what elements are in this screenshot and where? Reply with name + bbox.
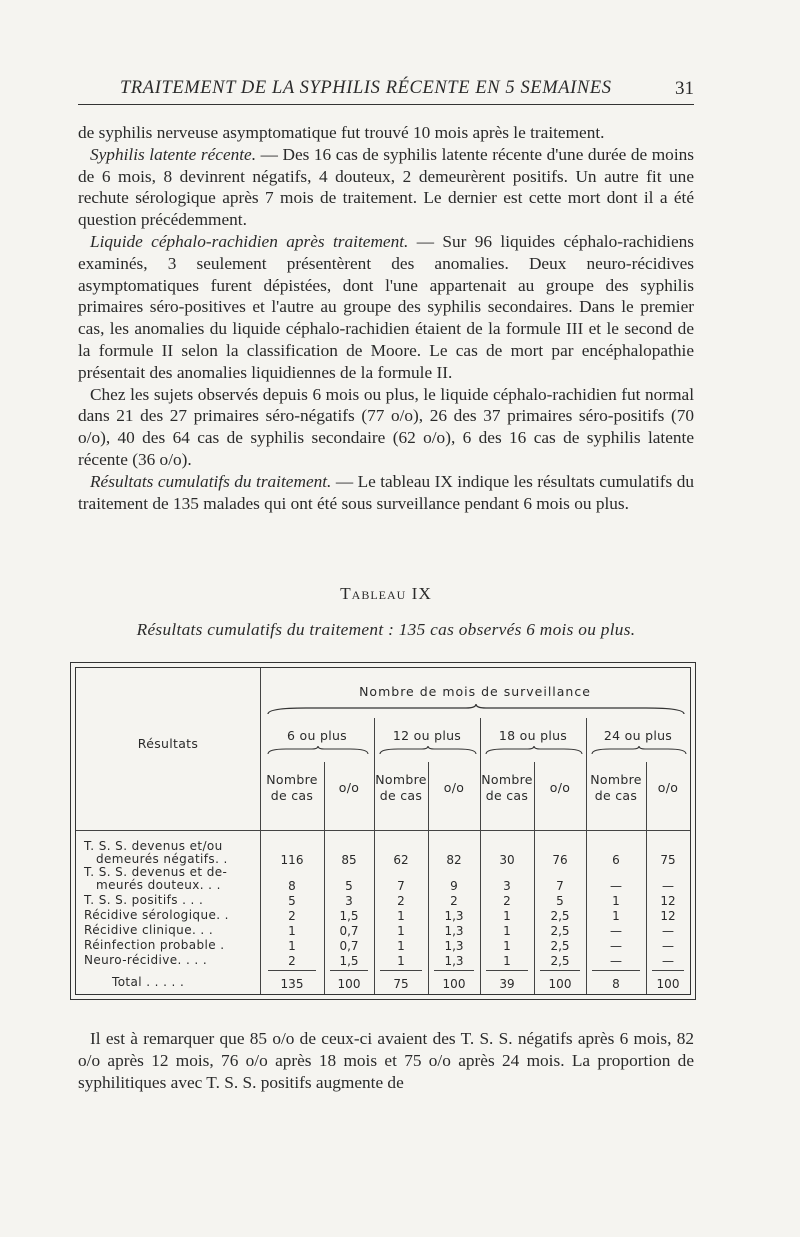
table-subcaption: Résultats cumulatifs du traitement : 135 cas observés 6 mois ou plus. — [136, 620, 636, 639]
total-label: Total . . . . . — [112, 975, 185, 989]
cell: — — [662, 939, 674, 953]
cell: 2,5 — [550, 909, 570, 923]
cell: 5 — [345, 879, 353, 893]
cell: 1 — [503, 909, 511, 923]
cell: 2 — [288, 909, 296, 923]
cell: 6 — [612, 853, 620, 867]
cell: 62 — [393, 853, 409, 867]
cell: 1 — [397, 909, 405, 923]
cell: 5 — [288, 894, 296, 908]
sub-header-nombre: Nombre de cas — [590, 772, 642, 803]
cell: 1,3 — [444, 939, 464, 953]
header-rule — [76, 830, 690, 831]
table-row-label: T. S. S. devenus et de- meurés douteux. . . — [84, 865, 228, 892]
cell: 12 — [660, 894, 676, 908]
cell: — — [610, 924, 622, 938]
cell: 12 — [660, 909, 676, 923]
total-cell: 75 — [393, 977, 409, 991]
cell: 1 — [503, 924, 511, 938]
results-table-inner — [75, 667, 691, 995]
cell: 5 — [556, 894, 564, 908]
sub-header-pct: o/o — [657, 780, 679, 795]
cell: 2,5 — [550, 954, 570, 968]
sub-header-pct: o/o — [338, 780, 360, 795]
cell: 2 — [288, 954, 296, 968]
cell: 2,5 — [550, 924, 570, 938]
paragraph-2 — [78, 144, 694, 231]
cell: 116 — [280, 853, 304, 867]
cell: — — [662, 879, 674, 893]
paragraph-4: Chez les sujets observés depuis 6 mois ou plus, le liquide céphalo-rachidien fut normal dans 21 des 27 primaires séro-négatifs (77 o/o), 26 des 37 primaires séro-positifs (70 o/o), 40 des 64 cas de syphilis secondaire (62 o/o), 6 des 16 cas de syphilis latente récente (36 o/o). — [78, 384, 694, 469]
cell: 1,3 — [444, 924, 464, 938]
total-cell: 39 — [499, 977, 515, 991]
cell: 0,7 — [339, 924, 359, 938]
total-cell: 100 — [548, 977, 572, 991]
total-rule — [380, 970, 422, 971]
body-text-top — [78, 122, 694, 514]
paragraph-2-title: Syphilis latente récente. — [90, 144, 257, 164]
cell: 8 — [288, 879, 296, 893]
paragraph-3 — [78, 231, 694, 384]
paragraph-3-title: Liquide céphalo-rachidien après traitement. — [90, 231, 409, 251]
col-divider — [324, 762, 325, 994]
cell: 3 — [503, 879, 511, 893]
group-header-6: 6 ou plus — [286, 728, 347, 743]
cell: 7 — [397, 879, 405, 893]
paragraph-5 — [78, 471, 694, 515]
sub-header-nombre: Nombre de cas — [481, 772, 533, 803]
results-table — [70, 662, 696, 1000]
cell: 75 — [660, 853, 676, 867]
table-row-label: T. S. S. positifs . . . — [84, 893, 204, 907]
cell: 1 — [288, 924, 296, 938]
cell: 1,5 — [339, 909, 359, 923]
col-divider — [374, 718, 375, 994]
col-divider — [480, 718, 481, 994]
cell: 1,5 — [339, 954, 359, 968]
cell: 1 — [397, 924, 405, 938]
cell: — — [662, 954, 674, 968]
cell: 30 — [499, 853, 515, 867]
cell: 1 — [397, 954, 405, 968]
cell: 1 — [397, 939, 405, 953]
table-row-label: Neuro-récidive. . . . — [84, 953, 208, 967]
cell: 2 — [450, 894, 458, 908]
group-header-18: 18 ou plus — [498, 728, 568, 743]
col-divider — [428, 762, 429, 994]
total-cell: 8 — [612, 977, 620, 991]
col-divider — [586, 718, 587, 994]
cell: 7 — [556, 879, 564, 893]
paragraph-2-body: — Des 16 cas de syphilis latente récente d'une durée de moins de 6 mois, 8 devinrent négatifs, 4 douteux, 2 demeurèrent positifs. Un autre fit une rechute sérologique après 7 mois de traitement. Le dernier est cette mort dont il a été question précédemment. — [78, 144, 694, 230]
table-caption — [78, 584, 694, 604]
cell: — — [610, 879, 622, 893]
col-divider — [646, 762, 647, 994]
cell: — — [610, 954, 622, 968]
total-rule — [330, 970, 368, 971]
total-cell: 100 — [656, 977, 680, 991]
span-brace — [266, 704, 686, 716]
cell: 1 — [503, 939, 511, 953]
total-rule — [592, 970, 640, 971]
cell: 82 — [446, 853, 462, 867]
group-brace — [590, 746, 688, 756]
table-row-label: Réinfection probable . — [84, 938, 225, 952]
group-brace — [484, 746, 584, 756]
cell: — — [662, 924, 674, 938]
paragraph-6: Il est à remarquer que 85 o/o de ceux-ci avaient des T. S. S. négatifs après 6 mois, 82 o/o après 12 mois, 76 o/o après 18 mois et 75 o/o après 24 mois. La proportion de syphilitiques avec T. S. S. positifs augmente de — [78, 1029, 694, 1092]
total-rule — [540, 970, 580, 971]
sub-header-nombre: Nombre de cas — [266, 772, 318, 803]
table-row-label: T. S. S. devenus et/ou demeurés négatifs. . — [84, 839, 228, 866]
page-number: 31 — [675, 78, 694, 99]
sub-header-pct: o/o — [549, 780, 571, 795]
col-divider — [534, 762, 535, 994]
body-text-bottom — [78, 1028, 694, 1093]
group-header-24: 24 ou plus — [603, 728, 673, 743]
table-row-label: Récidive clinique. . . — [84, 923, 214, 937]
cell: 1,3 — [444, 954, 464, 968]
total-cell: 100 — [337, 977, 361, 991]
cell: 1 — [288, 939, 296, 953]
cell: 1,3 — [444, 909, 464, 923]
cell: 0,7 — [339, 939, 359, 953]
running-title: TRAITEMENT DE LA SYPHILIS RÉCENTE EN 5 SEMAINES — [120, 78, 612, 98]
col-divider — [260, 668, 261, 994]
cell: 2,5 — [550, 939, 570, 953]
cell: 1 — [503, 954, 511, 968]
cell: 1 — [612, 894, 620, 908]
resultats-header: Résultats — [137, 736, 199, 751]
group-header-12: 12 ou plus — [392, 728, 462, 743]
cell: 3 — [345, 894, 353, 908]
table-caption-text: Tableau IX — [340, 584, 432, 603]
paragraph-5-title: Résultats cumulatifs du traitement. — [90, 471, 332, 491]
sub-header-nombre: Nombre de cas — [375, 772, 427, 803]
cell: 9 — [450, 879, 458, 893]
group-brace — [378, 746, 478, 756]
cell: — — [610, 939, 622, 953]
table-row-label: Récidive sérologique. . — [84, 908, 229, 922]
total-rule — [486, 970, 528, 971]
cell: 2 — [503, 894, 511, 908]
total-rule — [652, 970, 684, 971]
paragraph-1: de syphilis nerveuse asymptomatique fut trouvé 10 mois après le traitement. — [78, 123, 605, 142]
span-header: Nombre de mois de surveillance — [359, 684, 591, 699]
total-rule — [268, 970, 316, 971]
cell: 2 — [397, 894, 405, 908]
total-cell: 100 — [442, 977, 466, 991]
group-brace — [266, 746, 370, 756]
total-cell: 135 — [280, 977, 304, 991]
total-rule — [434, 970, 474, 971]
cell: 1 — [612, 909, 620, 923]
cell: 85 — [341, 853, 357, 867]
paragraph-5-body: — Le tableau IX indique les résultats cumulatifs du traitement de 135 malades qui ont été sous surveillance pendant 6 mois ou plus. — [78, 471, 694, 513]
cell: 76 — [552, 853, 568, 867]
running-header — [78, 74, 694, 105]
sub-header-pct: o/o — [443, 780, 465, 795]
paragraph-3-body: — Sur 96 liquides céphalo-rachidiens examinés, 3 seulement présentèrent des anomalies. Deux neuro-récidives asymptomatiques furent dépistées, dont l'une appartenait au groupe des syphilis primaires séro-positives et l'autre au groupe des syphilis secondaires. Dans le premier cas, les anomalies du liquide céphalo-rachidien étaient de la formule III et le second de la formule II selon la classification de Moore. Le cas de mort par encéphalopathie présentait des anomalies liquidiennes de la formule II. — [78, 231, 694, 382]
